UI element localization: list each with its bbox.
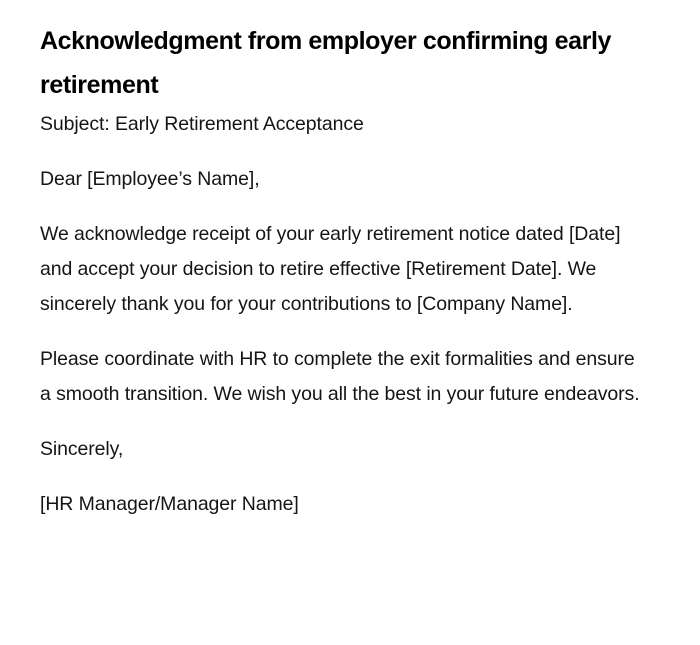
subject-line: Subject: Early Retirement Acceptance bbox=[40, 113, 364, 135]
body-paragraph-acknowledgment: We acknowledge receipt of your early retirement notice dated [Date] and accept your decision to retire effective [Retirement Date]. We sincerely thank you for your contributions to [Company Name]. bbox=[40, 223, 621, 315]
document-title: Acknowledgment from employer confirming early retirement bbox=[40, 27, 612, 99]
body-paragraph-coordination: Please coordinate with HR to complete the exit formalities and ensure a smooth transition. We wish you all the best in your future endeavors. bbox=[40, 348, 640, 405]
salutation: Dear [Employee’s Name], bbox=[40, 168, 260, 190]
signature: [HR Manager/Manager Name] bbox=[40, 493, 299, 515]
closing: Sincerely, bbox=[40, 438, 124, 460]
letter-document bbox=[40, 19, 650, 542]
